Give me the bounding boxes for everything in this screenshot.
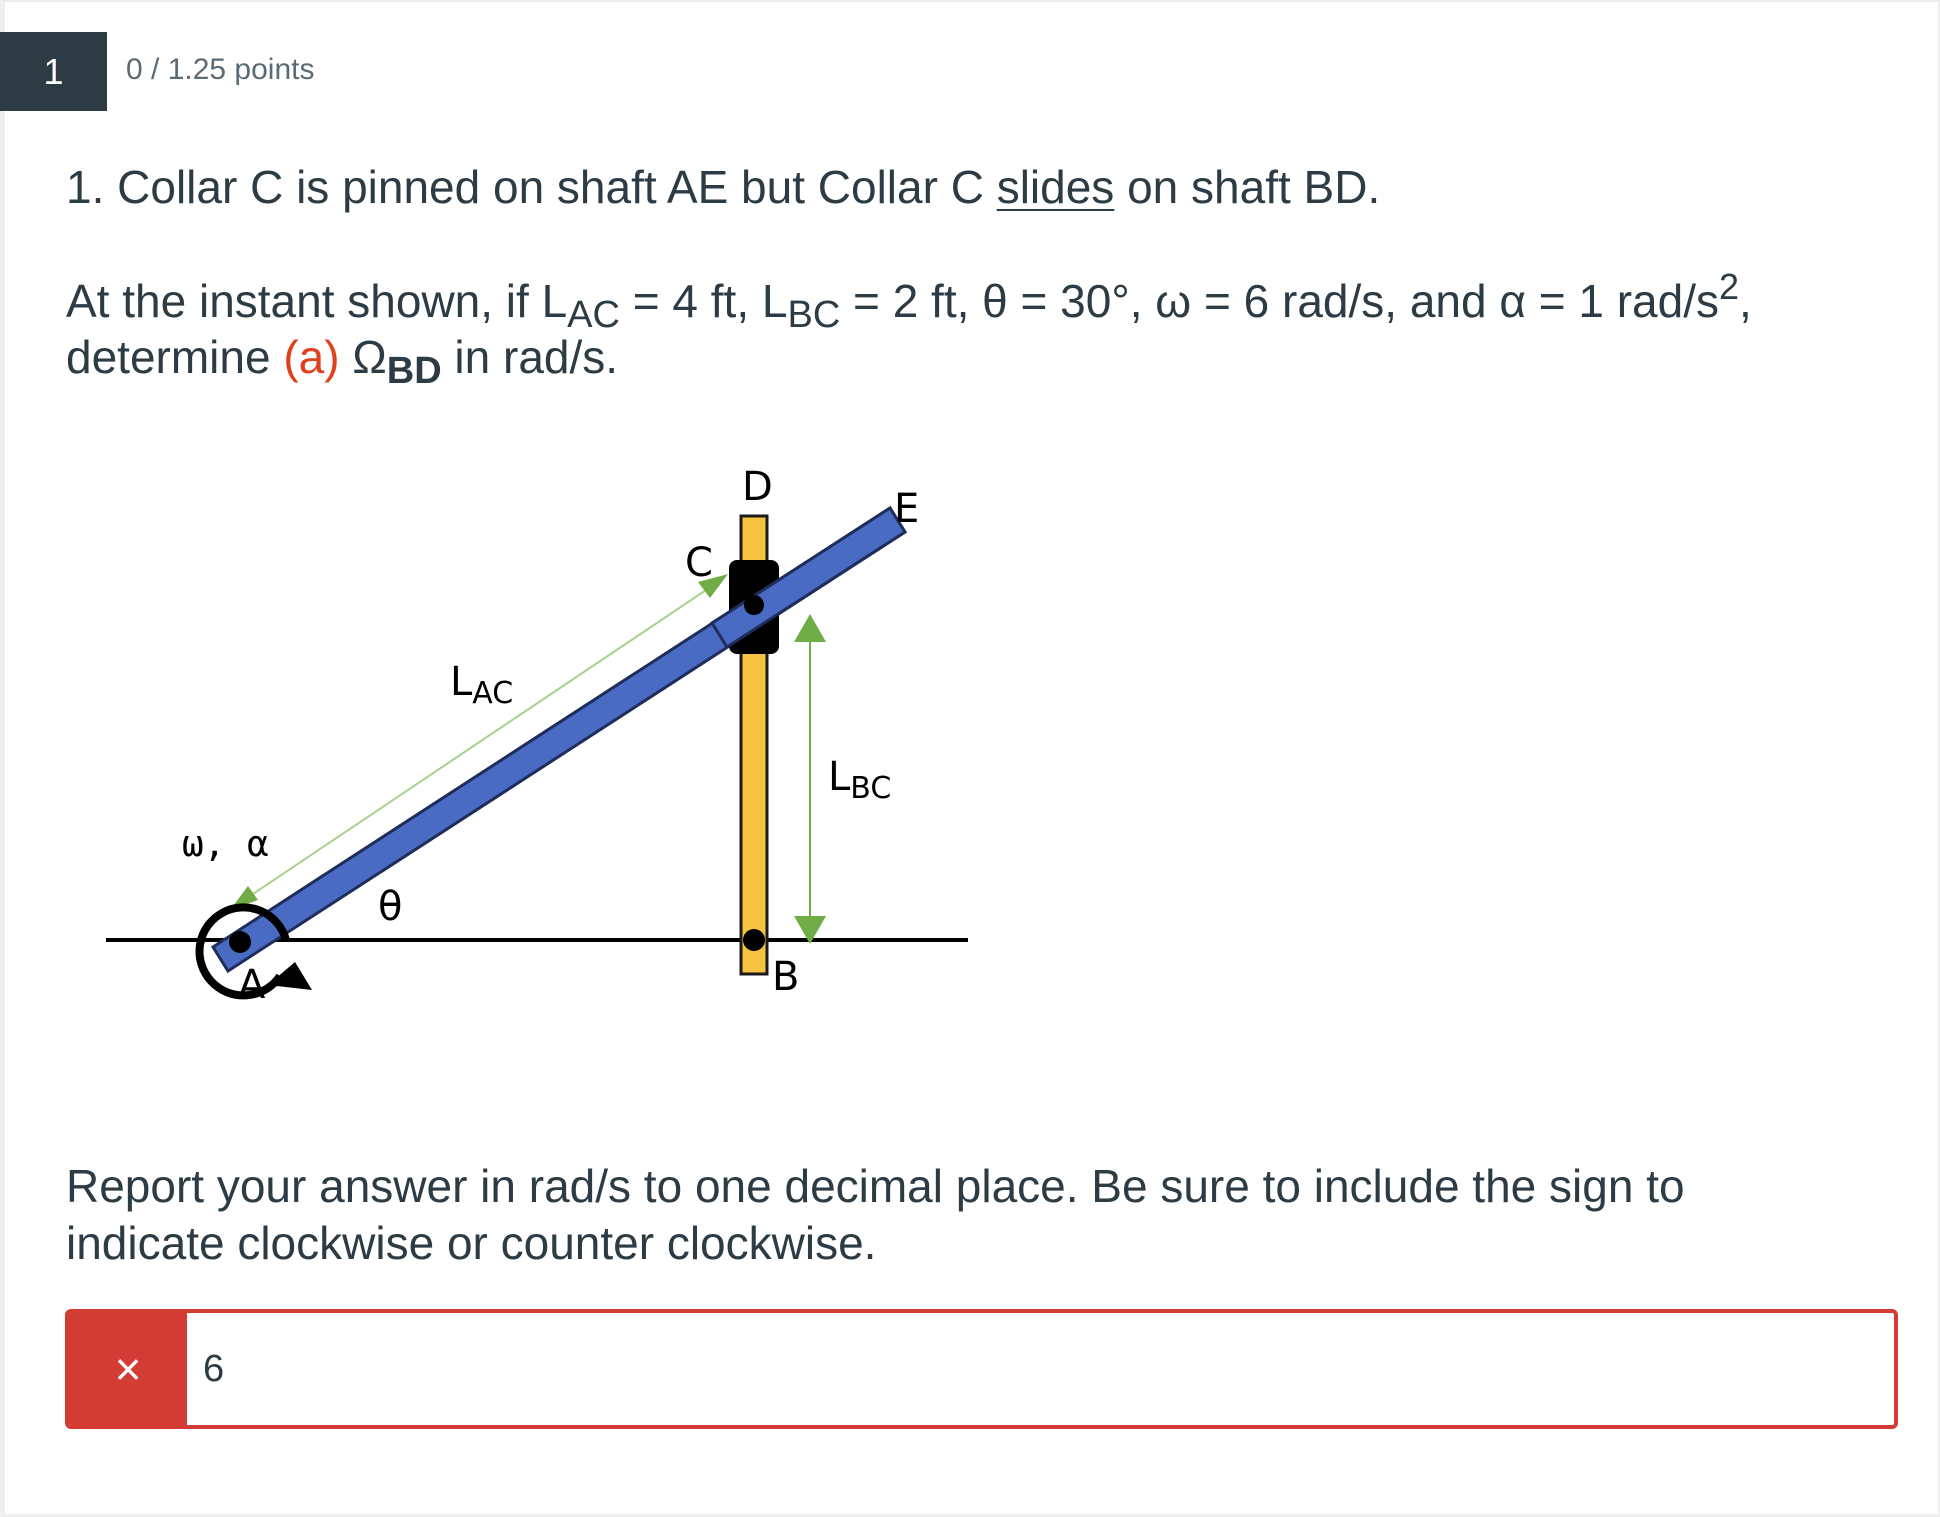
line2-part4: ,	[1739, 275, 1752, 327]
label-theta: θ	[378, 884, 403, 930]
question-text-line2	[66, 266, 1752, 337]
question-number-badge	[0, 32, 107, 111]
dimension-lbc-arrow-top	[794, 614, 826, 642]
label-e: E	[894, 486, 920, 532]
label-a: A	[238, 962, 266, 1008]
question-text-line1	[66, 160, 1380, 214]
label-lac: $L_{AC}$	[450, 659, 514, 711]
subscript-bd: BD	[386, 350, 442, 392]
part-label: (a)	[283, 331, 340, 383]
line1-before: 1. Collar C is pinned on shaft AE but Collar C	[66, 161, 997, 213]
label-b: B	[772, 954, 800, 1000]
superscript-2: 2	[1719, 266, 1740, 307]
label-omega-alpha: ω, α	[182, 824, 269, 865]
answer-value[interactable]: 6	[203, 1347, 225, 1390]
incorrect-icon: ×	[69, 1313, 187, 1425]
subscript-bc: BC	[787, 294, 841, 336]
pin-b	[743, 929, 765, 951]
question-text-line3	[66, 330, 618, 393]
line2-part3: = 2 ft, θ = 30°, ω = 6 rad/s, and α = 1 rad/s	[840, 275, 1720, 327]
answer-field[interactable]	[65, 1309, 1898, 1429]
underlined-word: slides	[996, 161, 1115, 213]
pin-c	[744, 595, 764, 615]
subscript-ac: AC	[567, 294, 620, 336]
report-instructions: Report your answer in rad/s to one decimal place. Be sure to include the sign to indicate clockwise or counter clockwise.	[66, 1160, 1685, 1269]
question-number: 1	[43, 50, 64, 92]
line3-part1: determine	[66, 331, 284, 383]
line2-part2: = 4 ft, L	[619, 275, 788, 327]
line1-after: on shaft BD.	[1114, 161, 1381, 213]
line3-part2: Ω	[339, 331, 387, 383]
pin-a	[229, 931, 251, 953]
points-label: 0 / 1.25 points	[126, 53, 315, 86]
mechanism-diagram	[100, 450, 980, 1030]
label-lbc: $L_{BC}$	[828, 754, 892, 806]
line2-part1: At the instant shown, if L	[66, 275, 568, 327]
dimension-lac-line	[244, 582, 718, 900]
line3-part3: in rad/s.	[441, 331, 619, 383]
label-d: D	[742, 464, 773, 510]
label-c: C	[685, 540, 713, 586]
